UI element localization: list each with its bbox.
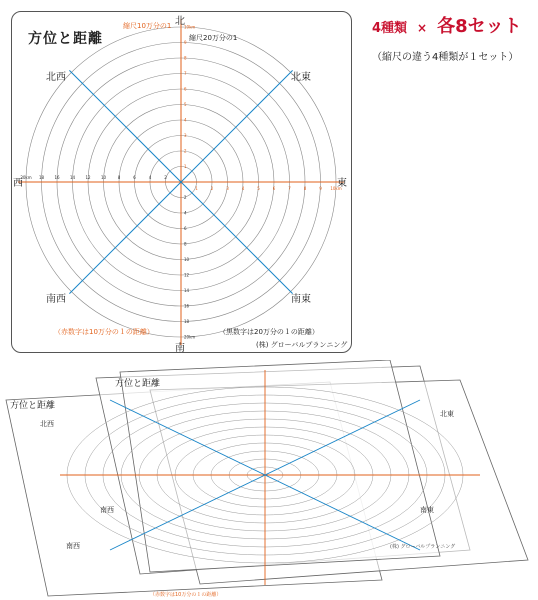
stack-label: （赤数字は10万分の１の距離） <box>150 592 222 598</box>
tick-label-west: 4 <box>148 175 152 180</box>
times-sign: × <box>417 21 428 35</box>
maker-label: (株) グローバルプランニング <box>256 341 348 349</box>
stack-label: (株) グローバルプランニング <box>390 544 456 550</box>
note-red: （赤数字は10万分の１の距離） <box>54 328 154 336</box>
tick-label-south: 10 <box>184 257 190 262</box>
scale-black-label: 縮尺20万分の1 <box>189 34 238 42</box>
stack-label: 南東 <box>420 506 434 514</box>
tick-label-south: 12 <box>184 272 190 278</box>
stack-label: 南西 <box>66 542 80 550</box>
note-black: （黒数字は20万分の１の距離） <box>219 328 319 336</box>
tick-label-south: 18 <box>184 319 190 324</box>
tick-label-west: 6 <box>133 175 136 180</box>
tick-label-north: 5 <box>184 102 187 107</box>
tick-label-west: 10 <box>100 175 107 180</box>
tick-label-north: 6 <box>184 86 187 92</box>
label-east: 東 <box>337 178 347 189</box>
tick-label-south: 8 <box>184 241 187 247</box>
tick-label-north: 8 <box>184 55 187 61</box>
tick-label-north: 3 <box>184 133 187 138</box>
stack-label: 方位と距離 <box>115 379 161 389</box>
card-stack-illustration <box>0 360 538 600</box>
tick-label-north: 4 <box>184 117 187 123</box>
tick-label-north: 7 <box>184 71 187 76</box>
tick-label-west: 12 <box>85 175 91 180</box>
tick-label-east: 5 <box>257 186 260 191</box>
tick-label-east: 7 <box>288 186 291 191</box>
stack-label: 方位と距離 <box>10 401 56 411</box>
tick-label-east: 9 <box>319 186 322 191</box>
tick-label-east: 2 <box>210 186 214 191</box>
label-southeast: 南東 <box>291 294 311 305</box>
stack-label: 南西 <box>100 506 114 514</box>
tick-label-south: 4 <box>184 210 187 216</box>
stack-label: 北東 <box>440 410 454 418</box>
set-info-line <box>372 12 532 38</box>
label-south: 南 <box>175 343 185 353</box>
tick-label-south: 2 <box>184 195 187 200</box>
tick-label-west: 16 <box>54 175 60 180</box>
tick-label-west: 2 <box>164 175 167 180</box>
label-northeast: 北東 <box>291 72 311 83</box>
tick-label-north: 1 <box>184 164 187 169</box>
tick-label-south: 20km <box>184 334 196 340</box>
tick-label-west: 20km <box>20 175 32 180</box>
label-west: 西 <box>13 178 23 189</box>
tick-label-north: 9 <box>184 40 187 45</box>
set-subtitle: （縮尺の違う4種類が１セット） <box>372 52 519 63</box>
tick-label-west: 8 <box>117 175 121 180</box>
tick-label-north: 2 <box>184 148 187 154</box>
tick-label-east: 8 <box>303 186 307 191</box>
stack-label: 北西 <box>40 420 54 428</box>
tick-label-east: 4 <box>241 186 245 191</box>
tick-label-east: 3 <box>226 186 229 191</box>
scale-red-label: 縮尺10万分の1 <box>123 22 172 30</box>
type-count: 4種類 <box>372 21 408 36</box>
tick-label-south: 6 <box>184 226 187 231</box>
tick-label-west: 14 <box>69 175 76 180</box>
tick-label-east: 1 <box>195 186 198 191</box>
card-title: 方位と距離 <box>28 31 103 47</box>
set-info <box>372 12 532 63</box>
stacked-card <box>120 360 440 572</box>
tick-label-south: 14 <box>184 288 190 293</box>
tick-label-east: 6 <box>272 186 276 191</box>
tick-label-south: 16 <box>184 303 190 309</box>
tick-label-west: 18 <box>38 175 45 180</box>
set-count: 各8セット <box>437 16 522 37</box>
tick-label-north: 10km <box>184 24 196 30</box>
label-northwest: 北西 <box>46 72 66 83</box>
label-southwest: 南西 <box>46 294 66 305</box>
tick-label-east: 10km <box>330 186 342 191</box>
compass-card <box>11 11 352 353</box>
label-north: 北 <box>175 16 185 27</box>
